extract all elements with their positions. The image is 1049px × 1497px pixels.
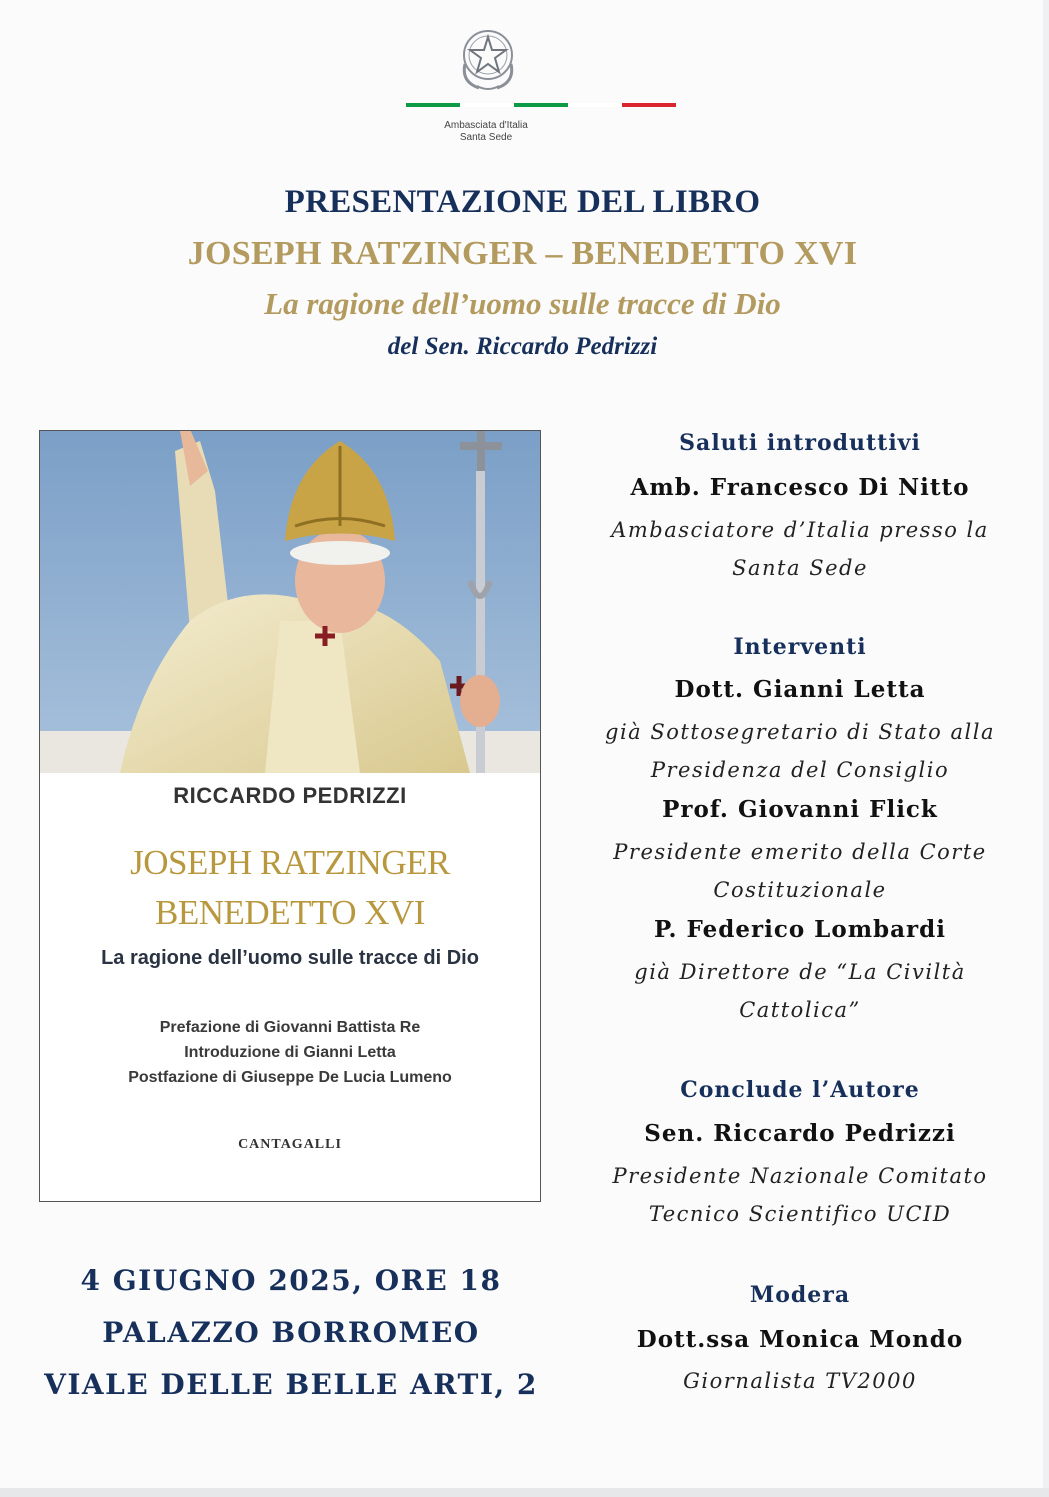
section-heading-speeches: Interventi xyxy=(733,634,867,660)
section-heading-conclusion: Conclude l’Autore xyxy=(680,1077,920,1103)
cover-introduction-credit: Introduzione di Gianni Letta xyxy=(184,1044,396,1061)
speaker-role: già Direttore de “La Civiltà xyxy=(634,960,966,984)
speaker-name: Prof. Giovanni Flick xyxy=(662,796,938,823)
speaker-role: Tecnico Scientifico UCID xyxy=(648,1202,952,1226)
event-date: 4 GIUGNO 2025, ORE 18 xyxy=(80,1264,502,1297)
book-title: JOSEPH RATZINGER – BENEDETTO XVI xyxy=(187,235,858,272)
cover-title-line2: BENEDETTO XVI xyxy=(155,893,425,932)
speaker-role: Presidente Nazionale Comitato xyxy=(612,1164,988,1188)
event-address: VIALE DELLE BELLE ARTI, 2 xyxy=(44,1368,538,1401)
speaker-role: Presidenza del Consiglio xyxy=(650,758,950,782)
speaker-name: Amb. Francesco Di Nitto xyxy=(630,474,970,501)
speaker-name: P. Federico Lombardi xyxy=(654,916,946,943)
embassy-seat: Santa Sede xyxy=(459,132,513,143)
speaker-role: Ambasciatore d’Italia presso la xyxy=(611,518,989,542)
book-author: del Sen. Riccardo Pedrizzi xyxy=(387,333,658,360)
cover-afterword-credit: Postfazione di Giuseppe De Lucia Lumeno xyxy=(128,1069,452,1086)
speaker-role: Costituzionale xyxy=(713,878,887,902)
presentation-heading: PRESENTAZIONE DEL LIBRO xyxy=(284,184,761,220)
pope-photo xyxy=(40,431,540,773)
section-heading-moderator: Modera xyxy=(749,1282,851,1308)
cover-author: RICCARDO PEDRIZZI xyxy=(173,783,407,808)
section-heading-greetings: Saluti introduttivi xyxy=(679,430,921,456)
cover-preface-credit: Prefazione di Giovanni Battista Re xyxy=(159,1019,421,1036)
speaker-name: Dott.ssa Monica Mondo xyxy=(636,1326,964,1353)
speaker-name: Sen. Riccardo Pedrizzi xyxy=(644,1120,956,1147)
speaker-name: Dott. Gianni Letta xyxy=(674,676,926,703)
event-venue: PALAZZO BORROMEO xyxy=(102,1316,480,1349)
speaker-role: Giornalista TV2000 xyxy=(683,1369,917,1393)
speaker-role: Cattolica” xyxy=(739,998,861,1022)
cover-title-line1: JOSEPH RATZINGER xyxy=(130,843,450,882)
page-edge xyxy=(1043,0,1049,1497)
speaker-role: già Sottosegretario di Stato alla xyxy=(605,720,995,744)
cover-subtitle: La ragione dell’uomo sulle tracce di Dio xyxy=(101,947,479,969)
cover-publisher: CANTAGALLI xyxy=(238,1137,342,1152)
page-bottom-edge xyxy=(0,1488,1049,1497)
book-subtitle: La ragione dell’uomo sulle tracce di Dio xyxy=(264,286,781,321)
book-cover xyxy=(39,430,541,1202)
italian-republic-emblem-icon xyxy=(455,24,521,94)
speaker-role: Presidente emerito della Corte xyxy=(613,840,987,864)
embassy-name: Ambasciata d'Italia xyxy=(444,120,528,131)
flag-stripe-right xyxy=(514,103,676,107)
speaker-role: Santa Sede xyxy=(732,556,868,580)
